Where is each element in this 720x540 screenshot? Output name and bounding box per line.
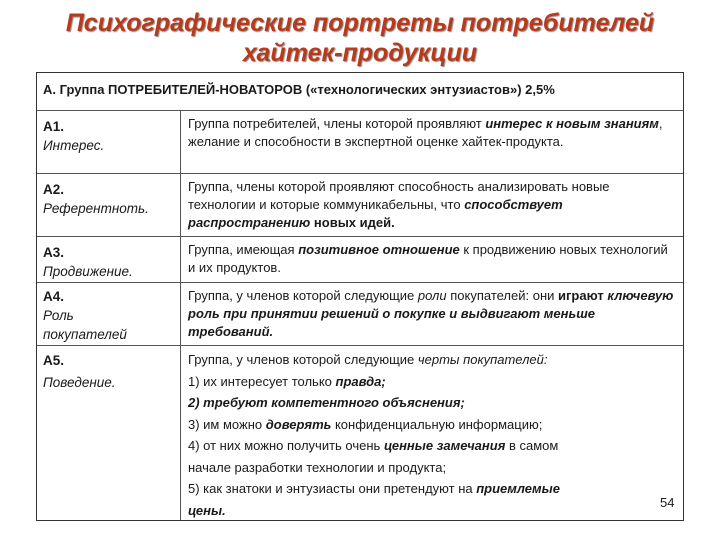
slide-title-line-2: хайтек-продукции <box>242 39 478 67</box>
row-code: А5. <box>43 353 65 368</box>
row-name: Роль <box>43 308 74 323</box>
table-row-a4 <box>37 282 683 345</box>
table-header-row <box>37 73 683 110</box>
row-code: А3. <box>43 245 65 260</box>
table-row-a1 <box>37 110 683 173</box>
row-description: Группа, у членов которой следующие черты покупателей: 1) их интересует только правда; 2) требуют компетентного объяснения; 3) им можно доверять конфиденциальную информацию; 4) от них можно получить очень ценные замечания в самом начале разработки технологии и продукта; 5) как знатоки и энтузиасты они претендуют на приемлемые цены. <box>188 352 560 518</box>
slide-title <box>0 8 720 68</box>
slide-title-line-1: Психографические портреты потребителей <box>65 9 655 37</box>
row-code: А4. <box>43 289 65 304</box>
table-row-a5 <box>37 345 683 520</box>
page-number: 54 <box>660 495 675 510</box>
table-row-a3 <box>37 236 683 282</box>
row-description: Группа, у членов которой следующие роли покупателей: они играют ключевую роль при принятии решений о покупке и выдвигают меньше требований. <box>188 288 674 339</box>
row-description: Группа, члены которой проявляют способность анализировать новые технологии и которые коммуникабельны, что способствует распространению новых идей. <box>188 179 610 230</box>
row-name: покупателей <box>43 327 127 342</box>
row-name: Интерес. <box>43 138 105 153</box>
table-row-a2 <box>37 173 683 236</box>
row-description: Группа, имеющая позитивное отношение к продвижению новых технологий и их продуктов. <box>188 242 668 275</box>
row-description: Группа потребителей, члены которой проявляют интерес к новым знаниям, желание и способности в экспертной оценке хайтек-продукта. <box>188 116 663 149</box>
group-header: А. Группа ПОТРЕБИТЕЛЕЙ-НОВАТОРОВ («технологических энтузиастов») 2,5% <box>43 82 555 97</box>
row-name: Референтноть. <box>43 201 149 216</box>
row-code: А2. <box>43 182 65 197</box>
row-name: Продвижение. <box>43 264 133 279</box>
portrait-table <box>36 72 684 521</box>
row-code: А1. <box>43 119 65 134</box>
row-name: Поведение. <box>43 375 116 390</box>
